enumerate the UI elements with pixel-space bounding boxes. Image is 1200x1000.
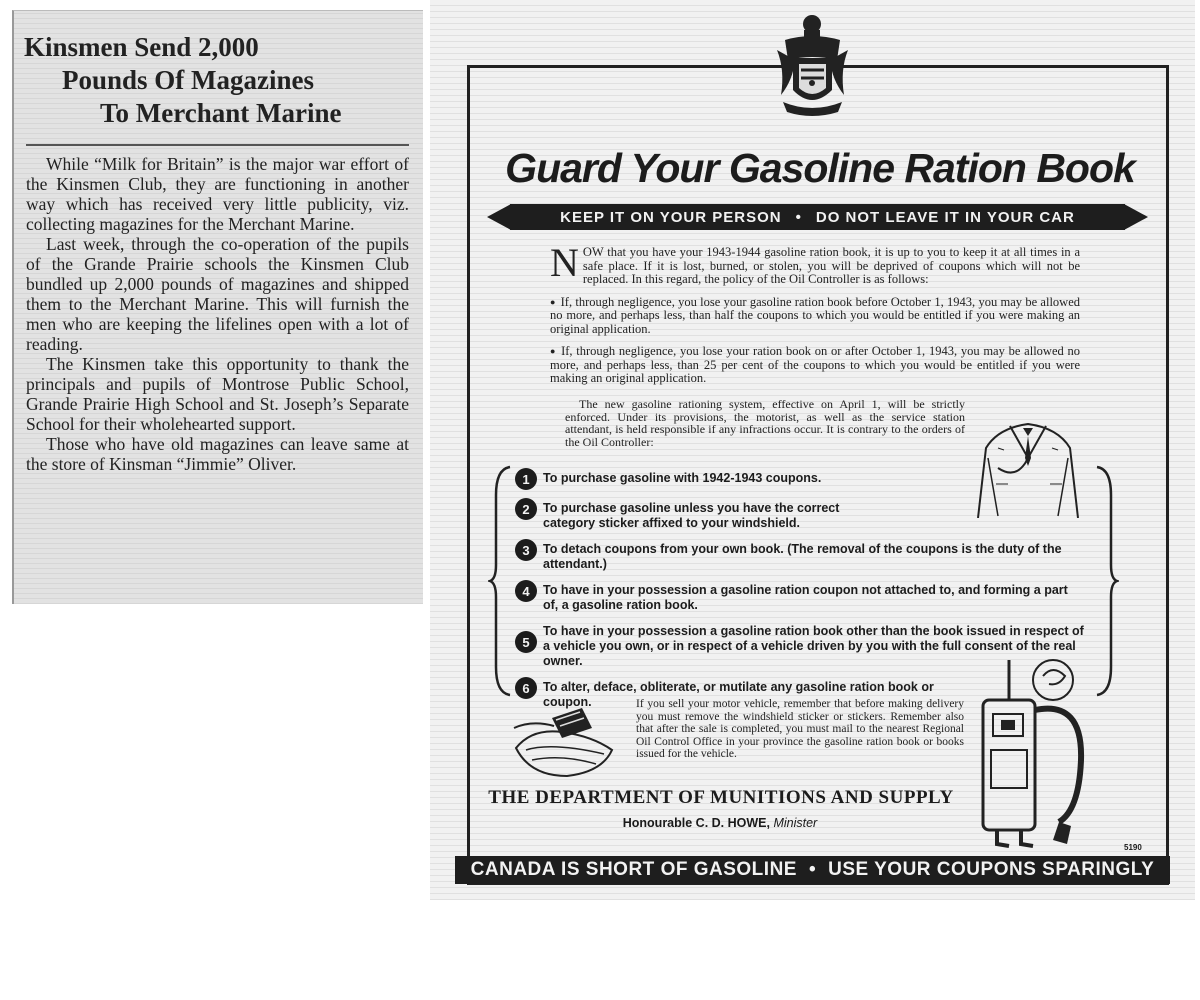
- minister-line: [570, 816, 870, 830]
- rule-text: To alter, deface, obliterate, or mutilate any gasoline ration book or coupon.: [543, 680, 934, 709]
- banner-left-text: KEEP IT ON YOUR PERSON: [560, 208, 782, 226]
- left-brace: [488, 465, 512, 697]
- policy-bullet: ● If, through negligence, you lose your ration book on or after October 1, 1943, you may be allowed no more, and perhaps less, than 25 per cent of the coupons to which you would be entitled if you were making an original application.: [550, 345, 1080, 386]
- rule-number: 3: [515, 539, 537, 561]
- clipping-headline: [24, 31, 409, 130]
- poster-code: 5190: [1124, 843, 1142, 852]
- banner-text: [510, 204, 1125, 230]
- coat-of-arms-icon: [775, 10, 850, 122]
- rule-text: To detach coupons from your own book. (The removal of the coupons is the duty of the attendant.): [543, 542, 1062, 571]
- headline-line-2: Pounds Of Magazines: [62, 65, 315, 95]
- rule-text: To purchase gasoline unless you have the correct category sticker affixed to your windshield.: [543, 501, 840, 530]
- minister-role: Minister: [773, 816, 818, 830]
- footer-banner: [455, 856, 1170, 884]
- drop-cap: N: [550, 240, 579, 285]
- rule-number: 1: [515, 468, 537, 490]
- clipping-paragraph: The Kinsmen take this opportunity to thank the principals and pupils of Montrose Public School, Grande Prairie High School and St. Joseph’s Separate School for their wholehearted support.: [26, 354, 409, 434]
- hand-with-ration-book-illustration: [512, 698, 622, 780]
- policy-bullet: ● If, through negligence, you lose your gasoline ration book before October 1, 1943, you may be allowed no more, and perhaps less, than half the coupons to which you would be entitled if you were making an original application.: [550, 296, 1080, 337]
- footer-right-text: USE YOUR COUPONS SPARINGLY: [828, 859, 1155, 880]
- banner-right-text: DO NOT LEAVE IT IN YOUR CAR: [815, 208, 1075, 226]
- rule-text: To purchase gasoline with 1942-1943 coupons.: [543, 471, 822, 485]
- rule-item: [515, 539, 1085, 572]
- banner-tail-right: [1124, 204, 1148, 230]
- right-brace: [1095, 465, 1119, 697]
- intro-section: [550, 240, 1081, 386]
- rule-text: To have in your possession a gasoline ration book other than the book issued in respect of a vehicle you own, or in respect of a vehicle driven by you with the full consent of the real owner.: [543, 624, 1084, 668]
- headline-line-3: To Merchant Marine: [100, 98, 342, 128]
- rule-text: To have in your possession a gasoline ration coupon not attached to, and forming a part of, a gasoline ration book.: [543, 583, 1068, 612]
- rule-number: 5: [515, 631, 537, 653]
- department-name: THE DEPARTMENT OF MUNITIONS AND SUPPLY: [488, 787, 954, 808]
- clipping-paragraph: Last week, through the co-operation of the pupils of the Grande Prairie schools the Kinsmen Club bundled up 2,000 pounds of magazines and shipped them to the Merchant Marine. This will furnish the men who are keeping the lifelines open with a lot of reading.: [26, 234, 409, 354]
- banner: [485, 202, 1150, 234]
- rule-item: [515, 580, 1085, 613]
- vehicle-sale-note: If you sell your motor vehicle, remember that before making delivery you must remove the windshield sticker or stickers. Remember also that after the sale is completed, you must mail to the nearest Regional Oil Control Office in your province the gasoline ration book or books issued for the vehicle.: [636, 698, 964, 760]
- clipping-paragraph: Those who have old magazines can leave same at the store of Kinsman “Jimmie” Oliver.: [26, 434, 409, 474]
- rule-number: 4: [515, 580, 537, 602]
- intro-text: OW that you have your 1943-1944 gasoline ration book, it is up to you to keep it at all times in a safe place. If it is lost, burned, or stolen, you will be deprived of coupons which will not be replaced. In this regard, the policy of the Oil Controller is as follows:: [582, 245, 1080, 286]
- banner-separator: •: [795, 208, 802, 226]
- clipping-paragraph: While “Milk for Britain” is the major war effort of the Kinsmen Club, they are functioning in another way which has received very little publicity, viz. collecting magazines for the Merchant Marine.: [26, 154, 409, 234]
- headline-line-1: Kinsmen Send 2,000: [24, 32, 259, 62]
- rule-item: [515, 498, 1085, 531]
- gas-pump-illustration: [963, 640, 1093, 850]
- rule-number: 2: [515, 498, 537, 520]
- rule-item: [515, 468, 1085, 490]
- newspaper-clipping: [12, 10, 423, 604]
- rationing-paragraph: The new gasoline rationing system, effective on April 1, will be strictly enforced. Under its provisions, the motorist, as well as the service station attendant, is held responsible if any infractions occur. It is contrary to the orders of the Oil Controller:: [565, 397, 965, 449]
- poster-title: Guard Your Gasoline Ration Book: [505, 145, 1135, 191]
- headline-divider: [26, 144, 409, 146]
- footer-separator: •: [808, 859, 817, 880]
- footer-left-text: CANADA IS SHORT OF GASOLINE: [470, 859, 797, 880]
- banner-tail-left: [487, 204, 511, 230]
- rule-number: 6: [515, 677, 537, 699]
- ration-book-poster: [430, 0, 1195, 900]
- minister-name: Honourable C. D. HOWE,: [622, 816, 770, 830]
- clipping-body: [26, 154, 409, 474]
